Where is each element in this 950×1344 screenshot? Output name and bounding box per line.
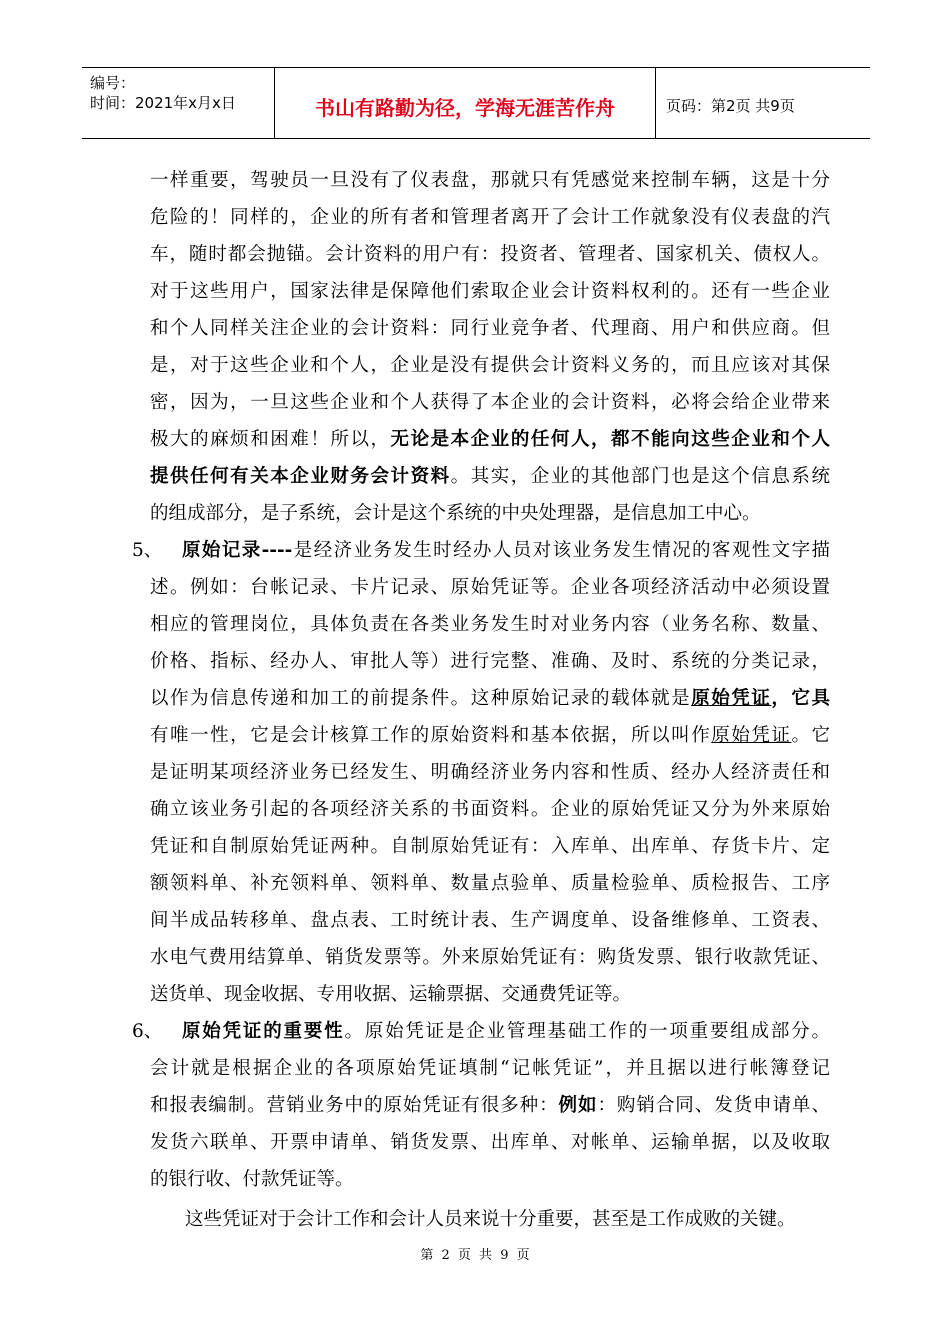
header-page-label: 页码：第2页 共9页 — [666, 97, 795, 115]
body-line: 送货单、现金收据、专用收据、运输票据、交通费凭证等。 — [150, 984, 632, 1005]
closing-paragraph: 这些凭证对于会计工作和会计人员来说十分重要，甚至是工作成败的关键。 — [185, 1209, 796, 1230]
term-original-voucher: 原始凭证 — [711, 725, 792, 746]
header-left-cell — [82, 68, 274, 138]
body-line — [150, 462, 830, 492]
body-line — [150, 684, 830, 714]
body-text: ：购销合同、发货申请单、 — [597, 1095, 830, 1116]
body-line: 的银行收、付款凭证等。 — [150, 1169, 354, 1190]
header-motto: 书山有路勤为径，学海无涯苦作舟 — [315, 96, 615, 120]
document-header — [82, 67, 870, 139]
body-line: 会计就是根据企业的各项原始凭证填制“记帐凭证”，并且据以进行帐簿登记 — [150, 1058, 830, 1079]
body-line: 对于这些用户，国家法律是保障他们索取企业会计资料权利的。还有一些企业 — [150, 281, 830, 302]
document-time-label: 时间：2021年x月x日 — [90, 94, 236, 112]
body-line: 凭证和自制原始凭证两种。自制原始凭证有：入库单、出库单、存货卡片、定 — [150, 836, 830, 857]
body-line: 确立该业务引起的各项经济关系的书面资料。企业的原始凭证又分为外来原始 — [150, 799, 830, 820]
body-line: 价格、指标、经办人、审批人等）进行完整、准确、及时、系统的分类记录， — [150, 651, 830, 672]
body-line: 是证明某项经济业务已经发生、明确经济业务内容和性质、经办人经济责任和 — [150, 762, 830, 783]
item-6-number: 6、 — [132, 1021, 163, 1042]
item-5-title: 原始记录---- — [182, 540, 293, 561]
body-line: 额领料单、补充领料单、领料单、数量点验单、质量检验单、质检报告、工序 — [150, 873, 830, 894]
body-text: 有唯一性，它是会计核算工作的原始资料和基本依据，所以叫作 — [150, 725, 712, 746]
body-line: 相应的管理岗位，具体负责在各类业务发生时对业务内容（业务名称、数量、 — [150, 614, 830, 635]
term-original-voucher: 原始凭证 — [691, 688, 772, 709]
body-text: ，它具 — [771, 688, 830, 709]
body-line: 间半成品转移单、盘点表、工时统计表、生产调度单、设备维修单、工资表、 — [150, 910, 830, 931]
emphasis-text: 无论是本企业的任何人，都不能向这些企业和个人 — [390, 429, 830, 450]
emphasis-text: 提供任何有关本企业财务会计资料 — [150, 466, 451, 487]
emphasis-text: 例如 — [558, 1095, 598, 1116]
document-number-label: 编号： — [90, 74, 136, 92]
body-line — [150, 1091, 830, 1121]
body-line — [150, 425, 830, 455]
body-text: 和报表编制。营销业务中的原始凭证有很多种： — [150, 1095, 559, 1116]
body-line: 水电气费用结算单、销货发票等。外来原始凭证有：购货发票、银行收款凭证、 — [150, 947, 830, 968]
body-line: 的组成部分，是子系统，会计是这个系统的中央处理器，是信息加工中心。 — [150, 503, 761, 524]
header-center-cell — [274, 68, 656, 138]
item-6-title: 原始凭证的重要性 — [182, 1021, 345, 1042]
body-line: 是，对于这些企业和个人，企业是没有提供会计资料义务的，而且应该对其保 — [150, 355, 830, 376]
body-line: 述。例如：台帐记录、卡片记录、原始凭证等。企业各项经济活动中必须设置 — [150, 577, 830, 598]
item-5-number: 5、 — [132, 540, 163, 561]
header-right-cell — [656, 68, 870, 138]
body-line: 和个人同样关注企业的会计资料：同行业竞争者、代理商、用户和供应商。但 — [150, 318, 830, 339]
body-text: 。它 — [791, 725, 830, 746]
body-line: 危险的！同样的，企业的所有者和管理者离开了会计工作就象没有仪表盘的汽 — [150, 207, 830, 228]
body-line: 发货六联单、开票申请单、销货发票、出库单、对帐单、运输单据，以及收取 — [150, 1132, 830, 1153]
body-text: 极大的麻烦和困难！所以， — [150, 429, 391, 450]
body-text: 是经济业务发生时经办人员对该业务发生情况的客观性文字描 — [292, 540, 830, 561]
body-text: 。原始凭证是企业管理基础工作的一项重要组成部分。 — [344, 1021, 830, 1042]
page-footer: 第 2 页 共 9 页 — [420, 1248, 530, 1263]
body-line — [150, 721, 830, 751]
body-text: 。其实，企业的其他部门也是这个信息系统 — [450, 466, 830, 487]
body-line: 密，因为，一旦这些企业和个人获得了本企业的会计资料，必将会给企业带来 — [150, 392, 830, 413]
body-text: 以作为信息传递和加工的前提条件。这种原始记录的载体就是 — [150, 688, 692, 709]
item-6-first-line — [182, 1017, 830, 1047]
body-line: 车，随时都会抛锚。会计资料的用户有：投资者、管理者、国家机关、债权人。 — [150, 244, 830, 265]
item-5-first-line — [182, 536, 830, 566]
body-line: 一样重要，驾驶员一旦没有了仪表盘，那就只有凭感觉来控制车辆，这是十分 — [150, 170, 830, 191]
